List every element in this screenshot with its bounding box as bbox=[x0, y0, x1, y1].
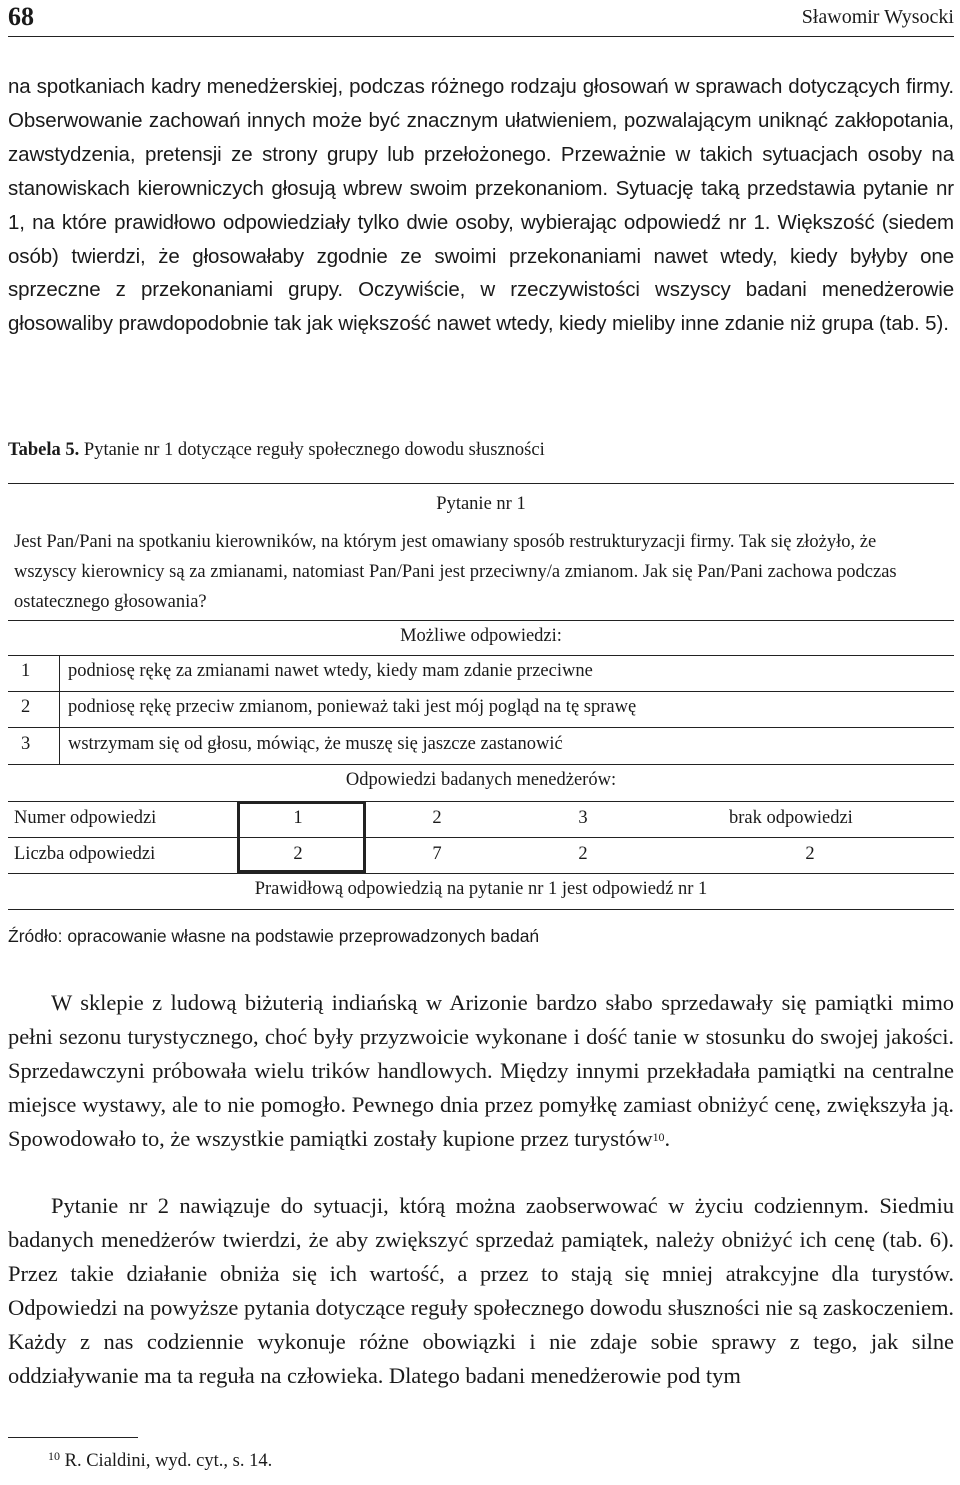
table-caption-text: Pytanie nr 1 dotyczące reguły społecznego dowodu słuszności bbox=[79, 440, 545, 460]
response-count-value: 2 bbox=[293, 844, 303, 864]
table-caption-label: Tabela 5. bbox=[8, 440, 80, 460]
option-number: 2 bbox=[21, 697, 31, 717]
response-row-label: Liczba odpowiedzi bbox=[14, 844, 156, 864]
footnote-rule bbox=[8, 1437, 138, 1438]
document-page bbox=[8, 0, 954, 1485]
running-header bbox=[8, 0, 954, 37]
paragraph-2-text: W sklepie z ludową biżuterią indiańską w Arizonie bardzo słabo sprzedawały się pamiątki mimo pełni sezonu turystycznego, choć były przyzwoicie wykonane i dość tanie w stosunku do swojej jakości. Sprzedawczyni próbowała wielu trików handlowych. Między innymi przekładała pamiątki na centralne miejsce wystawy, ale to nie pomogło. Pewnego dnia przez pomyłkę zamiast obniżyć cenę, zwiększyła ją. Spowodowało to, że wszystkie pamiątki zostały kupione przez turystów bbox=[8, 990, 954, 1151]
response-row-label: Numer odpowiedzi bbox=[14, 808, 157, 828]
table-divider bbox=[8, 837, 954, 838]
table-divider bbox=[8, 655, 954, 656]
paragraph-2 bbox=[8, 986, 954, 1156]
question-title: Pytanie nr 1 bbox=[436, 494, 526, 514]
option-number: 3 bbox=[21, 734, 31, 754]
paragraph-1: na spotkaniach kadry menedżerskiej, podczas różnego rodzaju głosowań w sprawach dotyczących firmy. Obserwowanie zachowań innych może być znacznym ułatwieniem, pozwalającym uniknąć zakłopotania, zawstydzenia, pretensji ze strony grupy lub przełożonego. Przeważnie w takich sytuacjach osoby na stanowiskach kierowniczych głosują wbrew swoim przekonaniom. Sytuację taką przedstawia pytanie nr 1, na które prawidłowo odpowiedziały tylko dwie osoby, wybierając odpowiedź nr 1. Większość (siedem osób) twierdzi, że głosowałaby zgodnie ze swoimi przekonaniami nawet wtedy, kiedy byłyby one sprzeczne z przekonaniami grupy. Oczywiście, w rzeczywistości wszyscy badani menedżerowie głosowaliby prawdopodobnie tak jak większość nawet wtedy, kiedy mieliby inne zdanie niż grupa (tab. 5). bbox=[8, 75, 954, 336]
option-text: wstrzymam się od głosu, mówiąc, że muszę się jaszcze zastanowić bbox=[68, 734, 563, 754]
response-count-value: 7 bbox=[432, 844, 442, 864]
footnote-text: R. Cialdini, wyd. cyt., s. 14. bbox=[60, 1451, 273, 1471]
table-divider bbox=[8, 727, 954, 728]
table-divider bbox=[8, 691, 954, 692]
option-text: podniosę rękę przeciw zmianom, ponieważ taki jest mój pogląd na tę sprawę bbox=[68, 697, 637, 717]
highlighted-answer-box bbox=[237, 801, 366, 873]
footnote-number: 10 bbox=[48, 1449, 60, 1463]
footnote bbox=[48, 1451, 272, 1472]
footnote-reference: 10 bbox=[652, 1130, 665, 1144]
page-number: 68 bbox=[8, 2, 34, 31]
responses-title: Odpowiedzi badanych menedżerów: bbox=[345, 770, 617, 790]
running-author: Sławomir Wysocki bbox=[801, 6, 954, 28]
option-number-cell bbox=[8, 727, 60, 764]
option-number: 1 bbox=[21, 661, 31, 681]
question-text: Jest Pan/Pani na spotkaniu kierowników, na którym jest omawiany sposób restrukturyzacji firmy. Tak się złożyło, że wszyscy kierownicy są za zmianami, natomiast Pan/Pani jest przeciwny/a zmianom. Jak się Pan/Pani zachowa podczas ostatecznego głosowania? bbox=[14, 532, 897, 612]
options-title: Możliwe odpowiedzi: bbox=[400, 626, 562, 646]
option-text: podniosę rękę za zmianami nawet wtedy, kiedy mam zdanie przeciwne bbox=[68, 661, 593, 681]
option-number-cell bbox=[8, 691, 60, 727]
response-number-value: 1 bbox=[293, 808, 303, 828]
response-count-value: 2 bbox=[805, 844, 815, 864]
table-source: Źródło: opracowanie własne na podstawie przeprowadzonych badań bbox=[8, 926, 540, 946]
paragraph-3: Pytanie nr 2 nawiązuje do sytuacji, którą można zaobserwować w życiu codziennym. Siedmiu badanych menedżerów twierdzi, że aby zwiększyć sprzedaż pamiątek, należy obniżyć ich cenę (tab. 6). Przez takie działanie obniża się ich wartość, a przez to stają się mniej atrakcyjne dla turystów. Odpowiedzi na powyższe pytania dotyczące reguły społecznego dowodu słuszności nie są zaskoczeniem. Każdy z nas codziennie wykonuje różne obowiązki i nie zdaje sobie sprawy z tego, jak silne oddziaływanie ma ta reguła na człowieka. Dlatego badani menedżerowie pod tym bbox=[8, 1193, 954, 1388]
paragraph-2-end: . bbox=[664, 1126, 671, 1151]
option-number-cell bbox=[8, 655, 60, 691]
results-table bbox=[8, 483, 954, 910]
response-number-value: brak odpowiedzi bbox=[729, 808, 853, 828]
table-divider bbox=[8, 873, 954, 874]
correct-answer-note: Prawidłową odpowiedzią na pytanie nr 1 jest odpowiedź nr 1 bbox=[254, 879, 708, 899]
table-divider bbox=[8, 764, 954, 765]
response-number-value: 2 bbox=[432, 808, 442, 828]
table-divider bbox=[8, 620, 954, 621]
table-caption bbox=[8, 440, 545, 461]
response-number-value: 3 bbox=[578, 808, 588, 828]
response-count-value: 2 bbox=[578, 844, 588, 864]
